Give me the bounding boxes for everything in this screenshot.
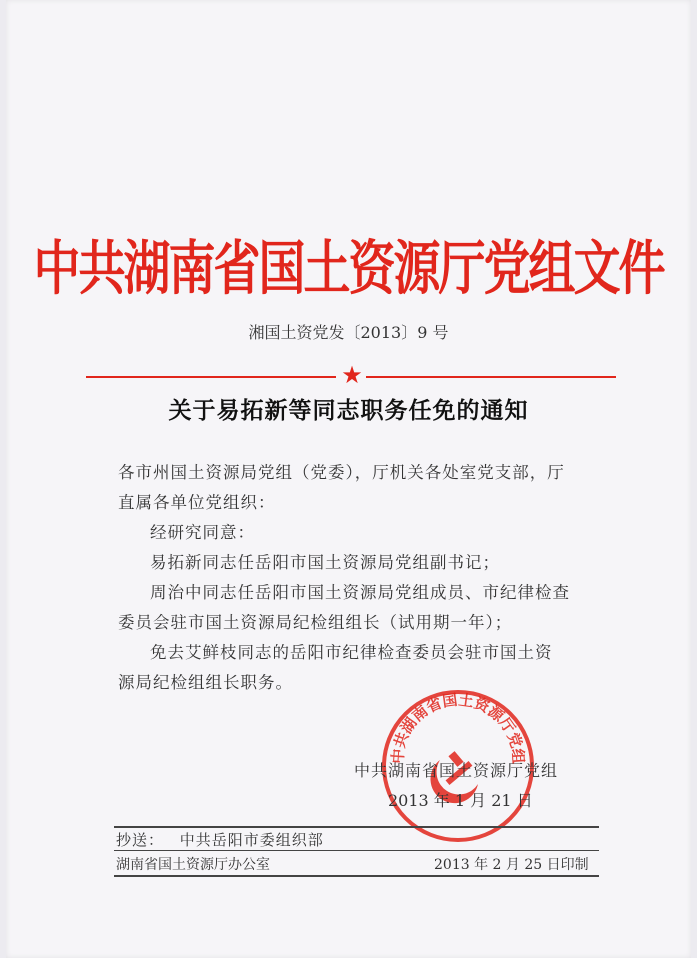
notice-title: 关于易拓新等同志职务任免的通知 bbox=[168, 397, 529, 424]
seal-text: 中共湖南省国土资源厅党组 bbox=[388, 690, 528, 765]
body-paragraph: 易拓新同志任岳阳市国土资源局党组副书记； bbox=[150, 553, 500, 572]
signing-organization: 中共湖南省国土资源厅党组 bbox=[354, 761, 559, 780]
footer-rule bbox=[114, 850, 599, 851]
notice-body bbox=[118, 458, 598, 698]
document-number: 湘国土资党发〔2013〕9 号 bbox=[248, 323, 449, 342]
footer-rule bbox=[114, 826, 599, 828]
footer-rule bbox=[114, 875, 599, 877]
signing-date: 2013 年 1 月 21 日 bbox=[388, 791, 533, 810]
body-paragraph: 免去艾鲜枝同志的岳阳市纪律检查委员会驻市国土资 bbox=[150, 643, 553, 662]
svg-text:中共湖南省国土资源厅党组 bbox=[389, 691, 528, 765]
recipients-line: 直属各单位党组织： bbox=[118, 493, 276, 512]
cc-value: 中共岳阳市委组织部 bbox=[179, 831, 324, 849]
document-header-title: 中共湖南省国土资源厅党组文件 bbox=[33, 234, 664, 304]
cc-line bbox=[116, 829, 324, 850]
print-date: 2013 年 2 月 25 日印制 bbox=[434, 857, 589, 873]
document-page bbox=[6, 0, 691, 958]
body-paragraph: 经研究同意： bbox=[150, 523, 255, 542]
cc-label: 抄送： bbox=[116, 831, 165, 849]
recipients-line: 各市州国土资源局党组（党委），厅机关各处室党支部，厅 bbox=[118, 463, 565, 482]
red-divider-left bbox=[86, 376, 336, 378]
red-divider-right bbox=[366, 376, 616, 378]
issuing-office: 湖南省国土资源厅办公室 bbox=[116, 857, 270, 873]
body-paragraph-continued: 源局纪检组组长职务。 bbox=[118, 673, 293, 692]
body-paragraph-continued: 委员会驻市国土资源局纪检组组长（试用期一年）； bbox=[118, 613, 513, 632]
star-icon: ★ bbox=[341, 361, 363, 389]
body-paragraph: 周治中同志任岳阳市国土资源局党组成员、市纪律检查 bbox=[150, 583, 570, 602]
